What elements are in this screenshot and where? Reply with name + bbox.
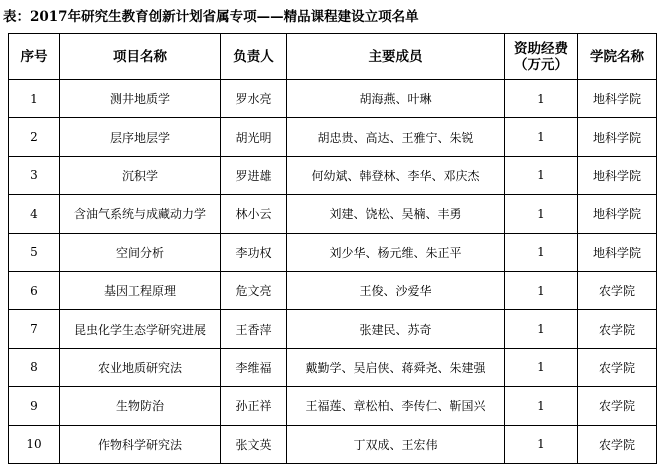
cell-project: 农业地质研究法 bbox=[60, 348, 221, 386]
cell-members: 胡忠贵、高达、王雅宁、朱锐 bbox=[287, 118, 505, 156]
cell-leader: 王香萍 bbox=[221, 310, 287, 348]
cell-college: 地科学院 bbox=[578, 118, 657, 156]
cell-leader: 罗水亮 bbox=[221, 80, 287, 118]
cell-members: 王福莲、章松柏、李传仁、靳国兴 bbox=[287, 387, 505, 425]
table-caption: 表：2017年研究生教育创新计划省属专项——精品课程建设立项名单 bbox=[3, 9, 419, 25]
cell-college: 农学院 bbox=[578, 310, 657, 348]
cell-members: 丁双成、王宏伟 bbox=[287, 425, 505, 463]
cell-project: 沉积学 bbox=[60, 156, 221, 194]
table-row bbox=[9, 233, 657, 271]
cell-funding: 1 bbox=[505, 271, 578, 309]
cell-funding: 1 bbox=[505, 195, 578, 233]
cell-project: 昆虫化学生态学研究进展 bbox=[60, 310, 221, 348]
cell-seq: 1 bbox=[9, 80, 60, 118]
cell-leader: 孙正祥 bbox=[221, 387, 287, 425]
cell-leader: 胡光明 bbox=[221, 118, 287, 156]
table-body bbox=[9, 80, 657, 464]
cell-seq: 3 bbox=[9, 156, 60, 194]
cell-funding: 1 bbox=[505, 233, 578, 271]
table-row bbox=[9, 348, 657, 386]
cell-leader: 李功权 bbox=[221, 233, 287, 271]
cell-project: 含油气系统与成藏动力学 bbox=[60, 195, 221, 233]
cell-seq: 10 bbox=[9, 425, 60, 463]
header-row bbox=[9, 34, 657, 80]
cell-college: 农学院 bbox=[578, 271, 657, 309]
cell-project: 生物防治 bbox=[60, 387, 221, 425]
cell-project: 基因工程原理 bbox=[60, 271, 221, 309]
cell-leader: 林小云 bbox=[221, 195, 287, 233]
cell-college: 农学院 bbox=[578, 425, 657, 463]
cell-leader: 罗进雄 bbox=[221, 156, 287, 194]
cell-seq: 2 bbox=[9, 118, 60, 156]
cell-project: 测井地质学 bbox=[60, 80, 221, 118]
table-row bbox=[9, 271, 657, 309]
cell-funding: 1 bbox=[505, 118, 578, 156]
cell-funding: 1 bbox=[505, 425, 578, 463]
cell-project: 空间分析 bbox=[60, 233, 221, 271]
cell-leader: 李维福 bbox=[221, 348, 287, 386]
cell-college: 农学院 bbox=[578, 348, 657, 386]
cell-members: 戴勤学、吴启侠、蒋舜尧、朱建强 bbox=[287, 348, 505, 386]
table-row bbox=[9, 80, 657, 118]
cell-leader: 张文英 bbox=[221, 425, 287, 463]
cell-members: 王俊、沙爱华 bbox=[287, 271, 505, 309]
cell-funding: 1 bbox=[505, 310, 578, 348]
header-leader: 负责人 bbox=[221, 34, 287, 80]
cell-members: 刘建、饶松、吴楠、丰勇 bbox=[287, 195, 505, 233]
cell-funding: 1 bbox=[505, 156, 578, 194]
cell-seq: 6 bbox=[9, 271, 60, 309]
cell-funding: 1 bbox=[505, 80, 578, 118]
cell-college: 地科学院 bbox=[578, 156, 657, 194]
table-row bbox=[9, 118, 657, 156]
cell-seq: 9 bbox=[9, 387, 60, 425]
cell-college: 地科学院 bbox=[578, 80, 657, 118]
cell-members: 胡海燕、叶琳 bbox=[287, 80, 505, 118]
header-project: 项目名称 bbox=[60, 34, 221, 80]
cell-college: 地科学院 bbox=[578, 233, 657, 271]
header-funding: 资助经费（万元） bbox=[505, 34, 578, 80]
cell-college: 地科学院 bbox=[578, 195, 657, 233]
table-row bbox=[9, 425, 657, 463]
cell-members: 张建民、苏奇 bbox=[287, 310, 505, 348]
header-seq: 序号 bbox=[9, 34, 60, 80]
header-members: 主要成员 bbox=[287, 34, 505, 80]
cell-members: 刘少华、杨元维、朱正平 bbox=[287, 233, 505, 271]
cell-seq: 5 bbox=[9, 233, 60, 271]
header-college: 学院名称 bbox=[578, 34, 657, 80]
cell-project: 作物科学研究法 bbox=[60, 425, 221, 463]
table-row bbox=[9, 310, 657, 348]
cell-seq: 7 bbox=[9, 310, 60, 348]
cell-funding: 1 bbox=[505, 348, 578, 386]
cell-college: 农学院 bbox=[578, 387, 657, 425]
cell-members: 何幼斌、韩登林、李华、邓庆杰 bbox=[287, 156, 505, 194]
cell-seq: 8 bbox=[9, 348, 60, 386]
table-row bbox=[9, 195, 657, 233]
cell-funding: 1 bbox=[505, 387, 578, 425]
table-row bbox=[9, 387, 657, 425]
project-table bbox=[8, 33, 657, 464]
table-row bbox=[9, 156, 657, 194]
cell-seq: 4 bbox=[9, 195, 60, 233]
cell-project: 层序地层学 bbox=[60, 118, 221, 156]
cell-leader: 危文亮 bbox=[221, 271, 287, 309]
